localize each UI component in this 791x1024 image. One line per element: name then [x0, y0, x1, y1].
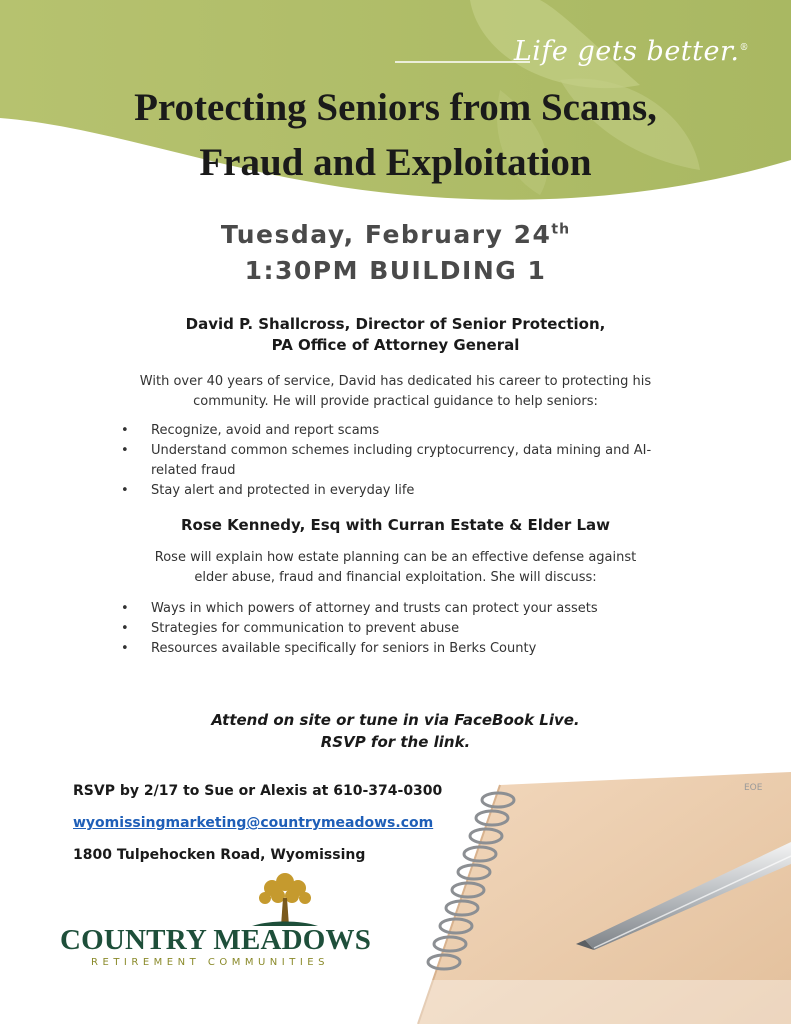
attend-line: Attend on site or tune in via FaceBook Live. — [211, 711, 580, 729]
notebook-pen-image — [380, 760, 791, 1024]
address: 1800 Tulpehocken Road, Wyomissing — [73, 847, 366, 863]
event-time-location: 1:30PM BUILDING 1 — [244, 256, 547, 285]
topic-list — [118, 599, 678, 659]
event-date: Tuesday, February 24th — [220, 220, 571, 249]
attend-line: RSVP for the link. — [320, 733, 471, 751]
tree-logo-icon — [250, 868, 320, 930]
intro-line: With over 40 years of service, David has dedicated his career to protecting his — [139, 374, 652, 389]
logo-subtitle: RETIREMENT COMMUNITIES — [91, 957, 329, 968]
date-suffix: th — [551, 221, 571, 238]
title-line: Protecting Seniors from Scams, — [134, 86, 657, 129]
speaker-name-line: David P. Shallcross, Director of Senior Protection, — [185, 315, 606, 333]
list-item: • Understand common schemes including cryptocurrency, data mining and AI-related fraud — [118, 441, 678, 481]
list-item: • Stay alert and protected in everyday life — [118, 481, 678, 501]
speaker-name-line: PA Office of Attorney General — [271, 336, 520, 354]
topic-list — [118, 421, 678, 501]
intro-line: Rose will explain how estate planning can be an effective defense against — [154, 550, 637, 565]
speaker-intro — [0, 548, 791, 588]
speaker-heading — [0, 314, 791, 356]
list-item: • Recognize, avoid and report scams — [118, 421, 678, 441]
registered-mark: ® — [739, 43, 749, 53]
list-item: • Ways in which powers of attorney and trusts can protect your assets — [118, 599, 678, 619]
page-title — [0, 80, 791, 190]
intro-line: community. He will provide practical guidance to help seniors: — [193, 394, 598, 409]
country-meadows-logo — [60, 868, 372, 978]
speaker-name-line: Rose Kennedy, Esq with Curran Estate & Elder Law — [180, 516, 611, 534]
logo-name: COUNTRY MEADOWS — [60, 924, 372, 956]
intro-line: elder abuse, fraud and financial exploitation. She will discuss: — [194, 570, 597, 585]
list-item: • Strategies for communication to prevent abuse — [118, 619, 678, 639]
speaker-intro — [0, 372, 791, 412]
list-item: • Resources available specifically for seniors in Berks County — [118, 639, 678, 659]
attend-note — [0, 709, 791, 753]
tagline: Life gets better.® — [513, 36, 749, 67]
rsvp-info: RSVP by 2/17 to Sue or Alexis at 610-374-0300 — [73, 783, 443, 799]
email-link[interactable]: wyomissingmarketing@countrymeadows.com — [73, 815, 434, 831]
speaker-heading — [0, 515, 791, 536]
eoe-label: EOE — [744, 783, 763, 793]
title-line: Fraud and Exploitation — [199, 141, 592, 184]
